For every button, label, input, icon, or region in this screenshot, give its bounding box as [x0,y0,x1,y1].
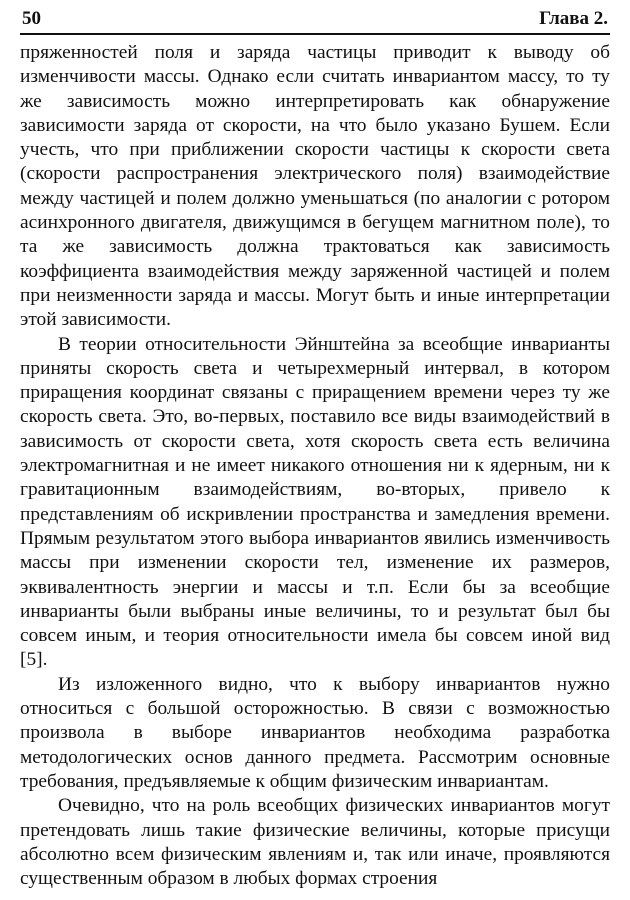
paragraph: В теории относительности Эйнштейна за всеобщие инварианты приняты скорость света и четырехмерный интервал, в котором приращения координат связаны с приращением времени через ту же скорость света. Это, во-первых, поставило все виды взаимодействий в зависимость от скорости света, хотя скорость света есть величина электромагнитная и не имеет никакого отношения ни к ядерным, ни к гравитационным взаимодействиям, во-вторых, привело к представлениям об искривлении пространства и замедления времени. Прямым результатом этого выбора инвариантов явились изменчивость массы при изменении скорости тел, изменение их размеров, эквивалентность энергии и массы и т.п. Если бы за всеобщие инварианты были выбраны иные величины, то и результат был бы совсем иным, и теория относительности имела бы совсем иной вид [5]. [20,333,610,671]
paragraph: Из изложенного видно, что к выбору инвариантов нужно относиться с большой осторожностью. В связи с возможностью произвола в выборе инвариантов необходима разработка методологических основ данного предмета. Рассмотрим основные требования, предъявляемые к общим физическим инвариантам. [20,673,610,792]
paragraph-continued: пряженностей поля и заряда частицы приводит к выводу об изменчивости массы. Однако если считать инвариантом массу, то ту же зависимость можно интерпретировать как обнаружение зависимости заряда от скорости, на что было указано Бушем. Если учесть, что при приближении скорости частицы к скорости света (скорости распространения электрического поля) взаимодействие между частицей и полем должно уменьшаться (по аналогии с ротором асинхронного двигателя, движущимся в бегущем магнитном поле), то та же зависимость должна трактоваться как зависимость коэффициента взаимодействия между заряженной частицей и полем при неизменности заряда и массы. Могут быть и иные интерпретации этой зависимости. [20,42,610,331]
page-number: 50 [22,8,41,29]
running-header [20,8,610,35]
book-page [20,8,610,891]
body-text [20,41,610,891]
paragraph: Очевидно, что на роль всеобщих физических инвариантов могут претендовать лишь такие физические величины, которые присущи абсолютно всем физическим явлениям и, так или иначе, проявляются существенным образом в любых формах строения [20,795,610,890]
chapter-title: Глава 2. [539,8,608,29]
